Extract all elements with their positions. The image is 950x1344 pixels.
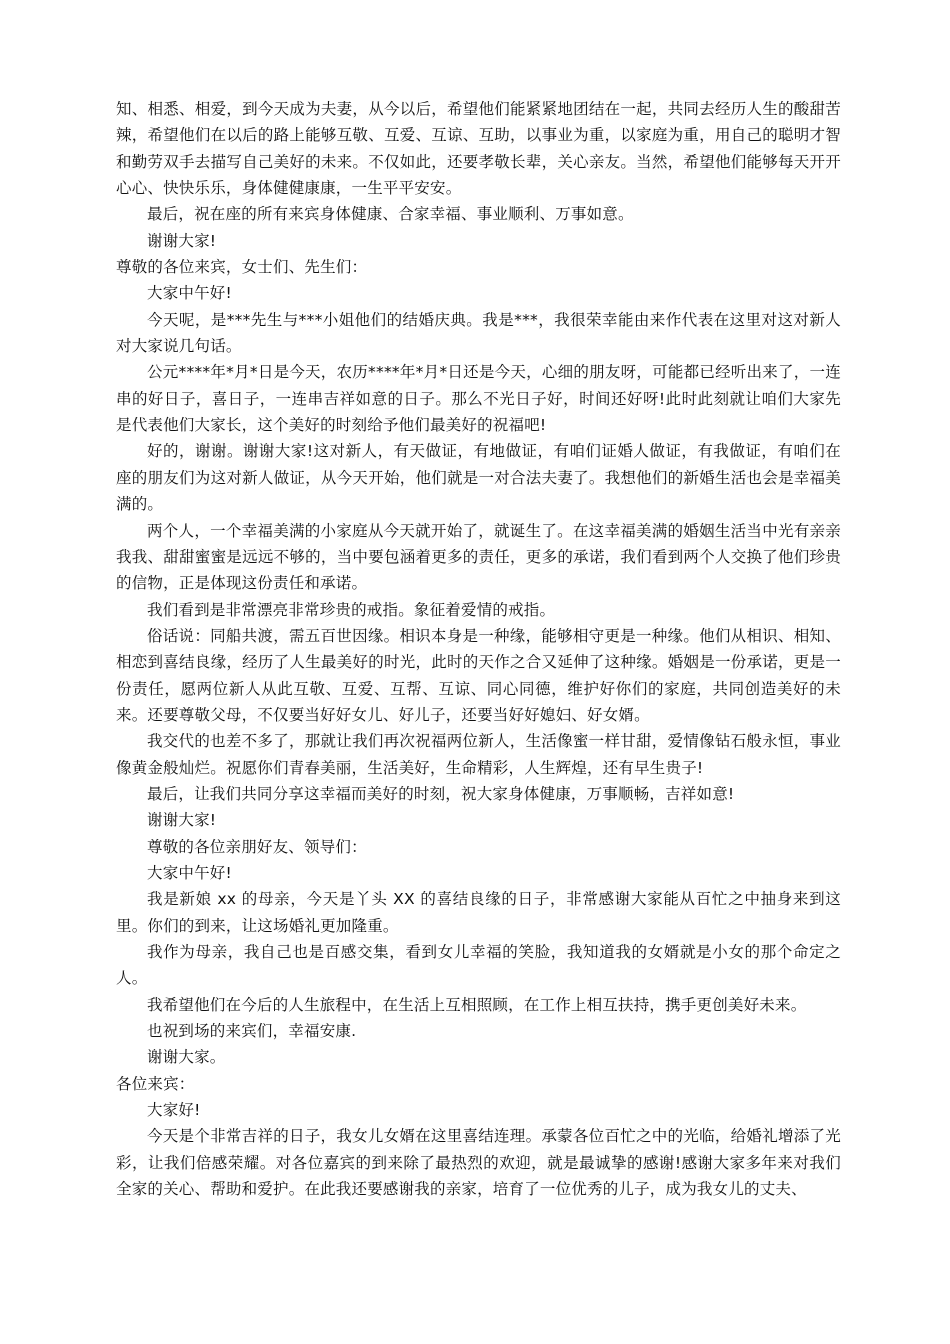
salutation: 尊敬的各位亲朋好友、领导们： bbox=[147, 837, 367, 856]
paragraph: 谢谢大家! bbox=[147, 811, 217, 830]
paragraph: 好的，谢谢。谢谢大家!这对新人，有天做证，有地做证，有咱们证婚人做证，有我做证，有咱们在座的朋友们为这对新人做证，从今天开始，他们就是一对合法夫妻了。我想他们的新婚生活也会是幸福美满的。 bbox=[116, 442, 841, 514]
paragraph: 知、相悉、相爱，到今天成为夫妻，从今以后，希望他们能紧紧地团结在一起，共同去经历人生的酸甜苦辣，希望他们在以后的路上能够互敬、互爱、互谅、互助，以事业为重，以家庭为重，用自己的聪明才智和勤劳双手去描写自己美好的未来。不仅如此，还要孝敬长辈，关心亲友。当然，希望他们能够每天开开心心、快快乐乐，身体健健康康，一生平平安安。 bbox=[116, 100, 841, 198]
paragraph: 两个人，一个幸福美满的小家庭从今天就开始了，就诞生了。在这幸福美满的婚姻生活当中光有亲亲我我、甜甜蜜蜜是远远不够的，当中要包涵着更多的责任，更多的承诺，我们看到两个人交换了他们珍贵的信物，正是体现这份责任和承诺。 bbox=[116, 521, 841, 593]
paragraph: 最后，祝在座的所有来宾身体健康、合家幸福、事业顺利、万事如意。 bbox=[147, 205, 634, 224]
paragraph: 我作为母亲，我自己也是百感交集，看到女儿幸福的笑脸，我知道我的女婿就是小女的那个命定之人。 bbox=[116, 943, 841, 988]
paragraph: 也祝到场的来宾们，幸福安康. bbox=[147, 1022, 357, 1041]
greeting: 大家中午好! bbox=[147, 863, 232, 882]
paragraph: 俗话说：同船共渡，需五百世因缘。相识本身是一种缘，能够相守更是一种缘。他们从相识、相知、相恋到喜结良缘，经历了人生最美好的时光，此时的天作之合又延伸了这种缘。婚姻是一份承诺，更是一份责任，愿两位新人从此互敬、互爱、互帮、互谅、同心同德，维护好你们的家庭，共同创造美好的未来。还要尊敬父母，不仅要当好好女儿、好儿子，还要当好好媳妇、好女婿。 bbox=[116, 626, 841, 724]
paragraph: 我们看到是非常漂亮非常珍贵的戒指。象征着爱情的戒指。 bbox=[147, 600, 556, 619]
paragraph: 公元****年*月*日是今天，农历****年*月*日还是今天，心细的朋友呀，可能都已经听出来了，一连串的好日子，喜日子，一连串吉祥如意的日子。那么不光日子好，时间还好呀!此时此刻就让咱们大家先是代表他们大家长，这个美好的时刻给予他们最美好的祝福吧! bbox=[116, 363, 841, 435]
paragraph: 最后，让我们共同分享这幸福而美好的时刻，祝大家身体健康，万事顺畅，吉祥如意! bbox=[147, 784, 735, 803]
paragraph: 谢谢大家! bbox=[147, 231, 217, 250]
document-body bbox=[116, 96, 841, 1202]
paragraph: 今天是个非常吉祥的日子，我女儿女婿在这里喜结连理。承蒙各位百忙之中的光临，给婚礼增添了光彩，让我们倍感荣耀。对各位嘉宾的到来除了最热烈的欢迎，就是最诚挚的感谢!感谢大家多年来对我们全家的关心、帮助和爱护。在此我还要感谢我的亲家，培育了一位优秀的儿子，成为我女儿的丈夫、 bbox=[116, 1127, 841, 1199]
salutation: 尊敬的各位来宾，女士们、先生们： bbox=[116, 258, 368, 277]
greeting: 大家中午好! bbox=[147, 284, 232, 303]
salutation: 各位来宾： bbox=[116, 1074, 195, 1093]
greeting: 大家好! bbox=[147, 1101, 201, 1120]
paragraph: 谢谢大家。 bbox=[147, 1048, 226, 1067]
paragraph: 我交代的也差不多了，那就让我们再次祝福两位新人，生活像蜜一样甘甜，爱情像钻石般永恒，事业像黄金般灿烂。祝愿你们青春美丽，生活美好，生命精彩，人生辉煌，还有早生贵子! bbox=[116, 732, 841, 777]
paragraph: 今天呢，是***先生与***小姐他们的结婚庆典。我是***，我很荣幸能由来作代表在这里对这对新人对大家说几句话。 bbox=[116, 310, 841, 356]
paragraph: 我希望他们在今后的人生旅程中，在生活上互相照顾，在工作上相互扶持，携手更创美好未来。 bbox=[147, 995, 807, 1014]
paragraph: 我是新娘 xx 的母亲，今天是丫头 XX 的喜结良缘的日子，非常感谢大家能从百忙之中抽身来到这里。你们的到来，让这场婚礼更加隆重。 bbox=[116, 890, 841, 935]
